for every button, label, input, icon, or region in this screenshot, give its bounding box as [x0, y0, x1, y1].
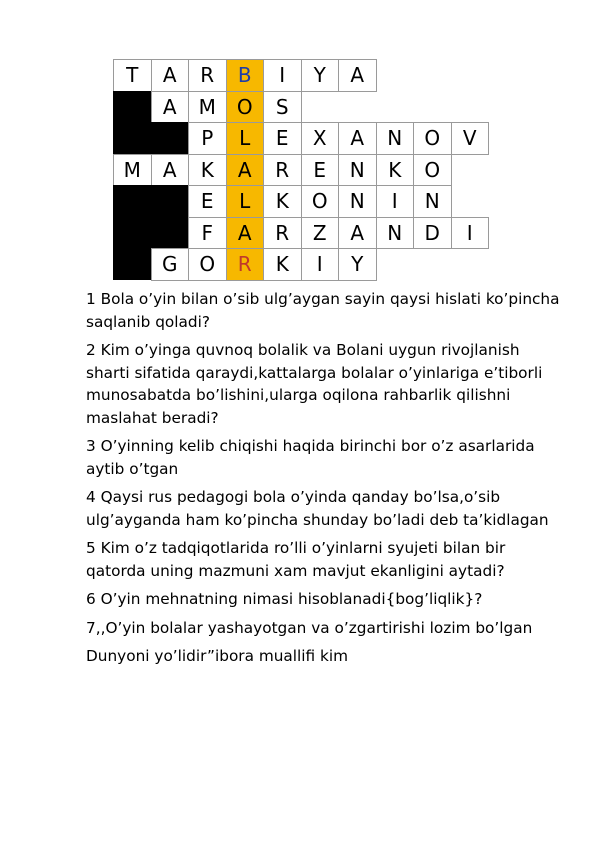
letter-cell: K: [376, 154, 415, 187]
question-6: 6 O’yin mehnatning nimasi hisoblanadi{bog’liqlik}?: [86, 590, 483, 608]
question-1: 1 Bola o’yin bilan o’sib ulg’aygan sayin qaysi hislati ko’pincha saqlanib qoladi?: [86, 290, 560, 331]
key-letter-cell: R: [226, 248, 265, 281]
letter-cell: O: [188, 248, 227, 281]
letter-cell: I: [263, 59, 302, 92]
letter-cell: E: [263, 122, 302, 155]
black-cell: [113, 248, 151, 280]
question-3: 3 O’yinning kelib chiqishi haqida birinchi bor o’z asarlarida aytib o’tgan: [86, 437, 535, 478]
letter-cell: Y: [301, 59, 340, 92]
letter-cell: O: [413, 122, 452, 155]
letter-cell: O: [301, 185, 340, 218]
letter-cell: F: [188, 217, 227, 250]
letter-cell: M: [188, 91, 227, 124]
key-letter-cell: A: [226, 217, 265, 250]
letter-cell: A: [151, 59, 190, 92]
letter-cell: K: [263, 248, 302, 281]
letter-cell: N: [376, 217, 415, 250]
black-cell: [113, 91, 151, 123]
letter-cell: N: [376, 122, 415, 155]
letter-cell: E: [188, 185, 227, 218]
question-4: 4 Qaysi rus pedagogi bola o’yinda qanday bo’lsa,o’sib ulg’ayganda ham ko’pincha shunday bo’ladi deb ta’kidlagan: [86, 488, 549, 529]
letter-cell: X: [301, 122, 340, 155]
black-cell: [113, 217, 151, 249]
letter-cell: K: [188, 154, 227, 187]
key-letter-cell: A: [226, 154, 265, 187]
letter-cell: Z: [301, 217, 340, 250]
question-7-continued: Dunyoni yo’lidir”ibora muallifi kim: [86, 647, 349, 665]
letter-cell: K: [263, 185, 302, 218]
key-letter-cell: O: [226, 91, 265, 124]
letter-cell: P: [188, 122, 227, 155]
letter-cell: A: [338, 217, 377, 250]
letter-cell: N: [338, 185, 377, 218]
black-cell: [151, 217, 189, 249]
questions-list: [86, 288, 561, 674]
letter-cell: I: [376, 185, 415, 218]
letter-cell: E: [301, 154, 340, 187]
letter-cell: O: [413, 154, 452, 187]
question-2: 2 Kim o’yinga quvnoq bolalik va Bolani uygun rivojlanish sharti sifatida qaraydi,kattalarga bolalar o’yinlariga e’tiborli munosabatda bo’lishini,ularga oqilona rahbarlik qilishni maslahat beradi?: [86, 341, 543, 427]
letter-cell: V: [451, 122, 490, 155]
letter-cell: Y: [338, 248, 377, 281]
letter-cell: G: [151, 248, 190, 281]
key-letter-cell: L: [226, 185, 265, 218]
letter-cell: M: [113, 154, 152, 187]
black-cell: [151, 122, 189, 154]
key-letter-cell: L: [226, 122, 265, 155]
letter-cell: I: [301, 248, 340, 281]
letter-cell: A: [151, 154, 190, 187]
letter-cell: R: [188, 59, 227, 92]
letter-cell: A: [338, 59, 377, 92]
letter-cell: N: [338, 154, 377, 187]
letter-cell: T: [113, 59, 152, 92]
letter-cell: I: [451, 217, 490, 250]
letter-cell: R: [263, 217, 302, 250]
key-letter-cell: B: [226, 59, 265, 92]
crossword-grid: [113, 59, 491, 283]
black-cell: [113, 122, 151, 154]
letter-cell: N: [413, 185, 452, 218]
question-7: 7,,O’yin bolalar yashayotgan va o’zgartirishi lozim bo’lgan: [86, 618, 533, 637]
letter-cell: S: [263, 91, 302, 124]
letter-cell: R: [263, 154, 302, 187]
question-5: 5 Kim o’z tadqiqotlarida ro’lli o’yinlarni syujeti bilan bir qatorda uning mazmuni xam mavjut ekanligini aytadi?: [86, 539, 506, 580]
letter-cell: A: [151, 91, 190, 124]
black-cell: [151, 185, 189, 217]
letter-cell: A: [338, 122, 377, 155]
letter-cell: D: [413, 217, 452, 250]
black-cell: [113, 185, 151, 217]
